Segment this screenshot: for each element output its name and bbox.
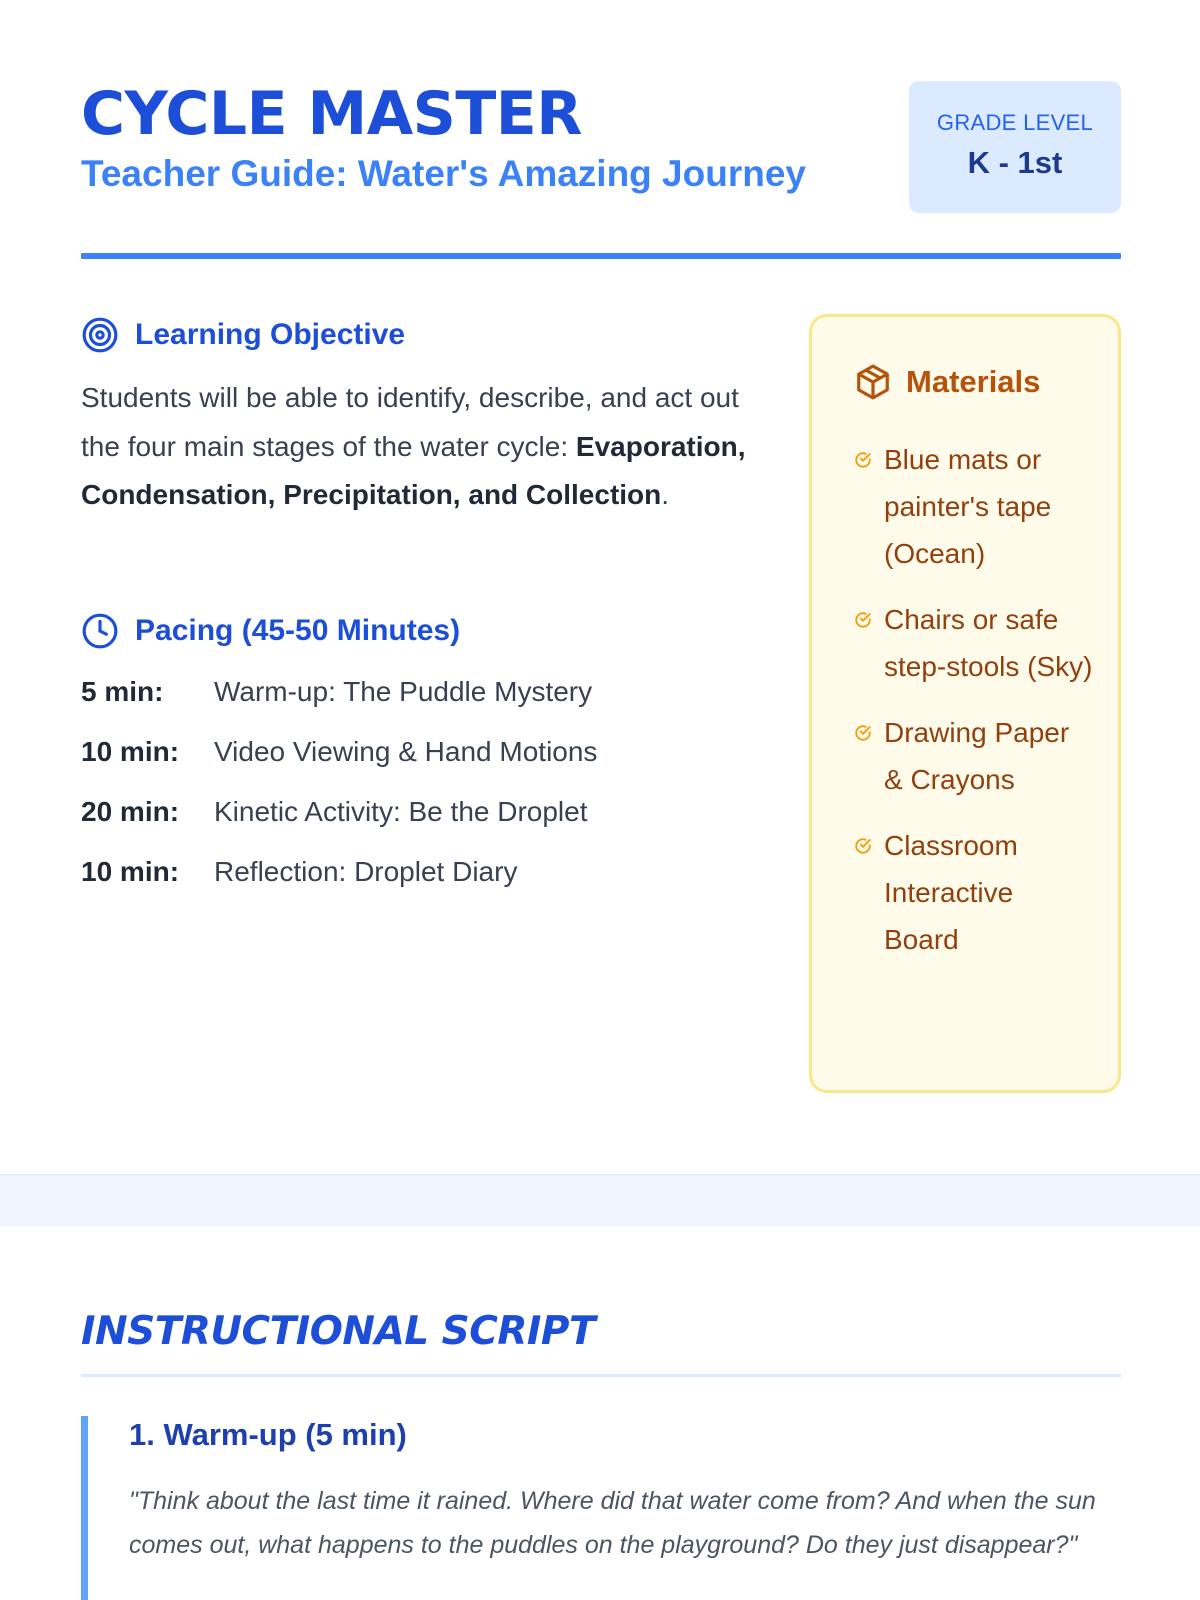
- script-step-quote: "Think about the last time it rained. Where did that water come from? And when the sun comes out, what happens to the puddles on the playground? Do they just disappear?": [129, 1487, 1096, 1559]
- script-divider: [81, 1374, 1121, 1377]
- script-step: [81, 1416, 1121, 1600]
- learning-objective-text: [81, 374, 761, 520]
- materials-item: [854, 709, 1094, 803]
- check-circle-icon: [854, 611, 872, 629]
- pacing-title: Pacing (45-50 Minutes): [135, 614, 461, 647]
- objective-stages: Evaporation, Condensation, Precipitation, and Collection: [81, 430, 746, 510]
- materials-list: [854, 436, 1094, 982]
- pacing-heading: [81, 612, 460, 650]
- materials-item-label: Blue mats or painter's tape (Ocean): [884, 444, 1052, 569]
- materials-card: [809, 314, 1121, 1093]
- materials-item: [854, 822, 1094, 963]
- objective-text-intro: Students will be able to identify, describe, and act out the four main stages of the water cycle:: [81, 382, 739, 462]
- grade-level-label: GRADE LEVEL: [936, 110, 1094, 135]
- pacing-activity: Kinetic Activity: Be the Droplet: [214, 796, 588, 827]
- pacing-list: [81, 670, 761, 910]
- clock-icon: [81, 612, 119, 650]
- pacing-duration: 10 min:: [81, 736, 180, 767]
- pacing-activity: Warm-up: The Puddle Mystery: [214, 676, 593, 707]
- check-circle-icon: [854, 837, 872, 855]
- page-title: CYCLE MASTER: [81, 79, 582, 149]
- pacing-duration: 10 min:: [81, 856, 180, 887]
- page-subtitle: Teacher Guide: Water's Amazing Journey: [81, 153, 806, 194]
- check-circle-icon: [854, 451, 872, 469]
- pacing-activity: Video Viewing & Hand Motions: [214, 736, 598, 767]
- objective-text-end: .: [661, 479, 670, 510]
- pacing-duration: 20 min:: [81, 796, 180, 827]
- pacing-item: [81, 670, 761, 730]
- section-divider-band: [0, 1174, 1200, 1226]
- script-step-title: 1. Warm-up (5 min): [129, 1417, 407, 1452]
- materials-heading: [854, 363, 1040, 401]
- package-icon: [854, 363, 892, 401]
- instructional-script-heading: INSTRUCTIONAL SCRIPT: [81, 1309, 596, 1354]
- pacing-item: [81, 730, 761, 790]
- materials-title: Materials: [906, 364, 1041, 399]
- materials-item: [854, 596, 1094, 690]
- grade-level-badge: [909, 81, 1121, 213]
- materials-item-label: Chairs or safe step-stools (Sky): [884, 604, 1093, 682]
- check-circle-icon: [854, 724, 872, 742]
- materials-item: [854, 436, 1094, 577]
- header-divider: [81, 253, 1121, 259]
- materials-item-label: Drawing Paper & Crayons: [884, 717, 1070, 795]
- pacing-duration: 5 min:: [81, 676, 164, 707]
- pacing-activity: Reflection: Droplet Diary: [214, 856, 518, 887]
- page-header: [81, 80, 1121, 260]
- pacing-item: [81, 850, 761, 910]
- pacing-item: [81, 790, 761, 850]
- grade-level-value: K - 1st: [967, 145, 1063, 180]
- learning-objective-title: Learning Objective: [135, 318, 406, 351]
- target-icon: [81, 316, 119, 354]
- learning-objective-heading: [81, 316, 405, 354]
- materials-item-label: Classroom Interactive Board: [884, 830, 1018, 955]
